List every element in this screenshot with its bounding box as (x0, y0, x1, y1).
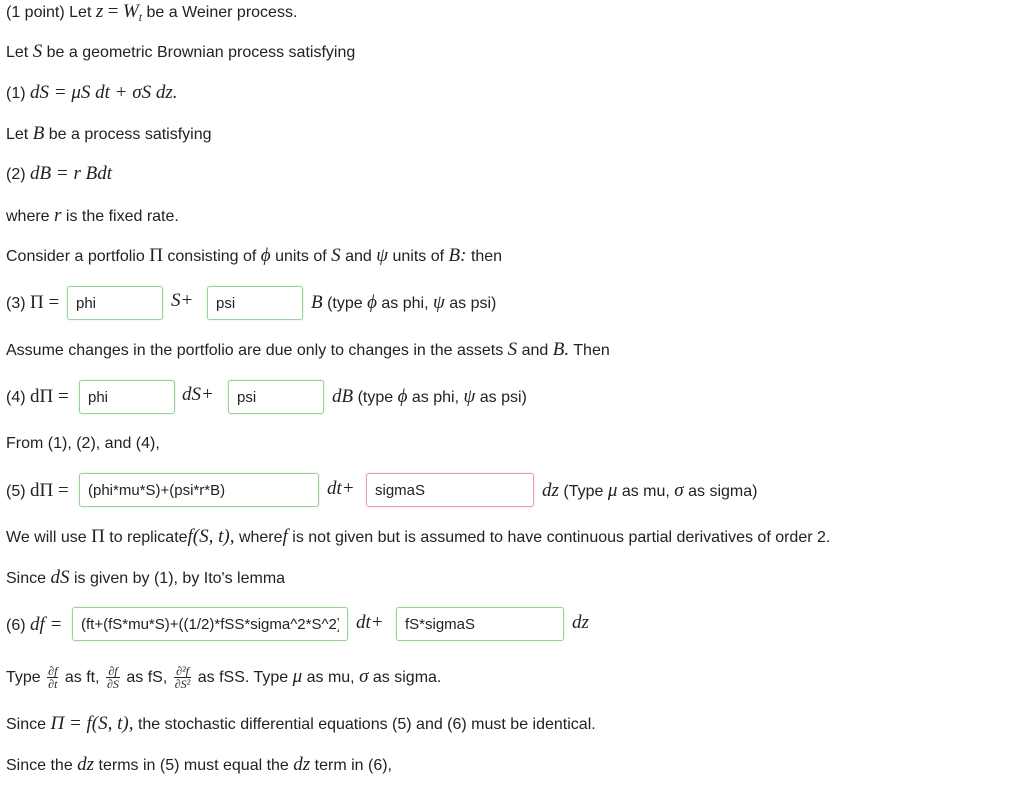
frac-num: ∂²f (174, 665, 192, 678)
var-dB: dB (332, 386, 354, 407)
var-dS: dS (50, 567, 70, 588)
text: is the fixed rate. (65, 208, 179, 225)
symbol-phi: ϕ (367, 292, 377, 313)
eq1-expression: dS = μS dt + σS dz. (30, 82, 178, 103)
text: Let (6, 44, 29, 61)
var-B: B (311, 292, 323, 313)
text: Type (6, 669, 41, 686)
text: as mu, (306, 669, 355, 686)
text: as psi) (449, 295, 497, 312)
text: Assume changes in the portfolio are due only to changes in the assets (6, 342, 504, 359)
var-B: B: (448, 245, 467, 266)
eq4-psi-input[interactable] (228, 380, 324, 414)
var-B: B (32, 123, 45, 144)
eq6-label-group (6, 614, 62, 636)
text: as phi, (381, 295, 429, 312)
var-S: S (32, 41, 43, 62)
frac-den: ∂S² (174, 677, 191, 692)
portfolio-line (6, 246, 502, 267)
text: and (345, 248, 372, 265)
eq-label: (5) (6, 483, 26, 500)
equation-2 (6, 164, 112, 185)
symbol-phi: ϕ (260, 245, 271, 266)
text: as sigma. (372, 669, 442, 686)
text: as phi, (411, 389, 460, 406)
var-dz: dz (77, 754, 95, 775)
symbol-psi: ψ (376, 245, 389, 266)
frac-num: ∂f (48, 664, 58, 679)
eq5-dz-coefficient-input[interactable] (366, 473, 534, 507)
symbol-psi: ψ (463, 386, 476, 407)
text: terms in (5) must equal the (98, 757, 289, 774)
ito-line (6, 568, 285, 589)
dz-terms-line (6, 755, 392, 776)
text: term in (6), (314, 757, 392, 774)
var-W: W (122, 1, 139, 22)
text: Let (6, 126, 29, 143)
text: Then (573, 342, 610, 359)
text: be a geometric Brownian process satisfying (46, 44, 356, 61)
eq5-dt-coefficient-input[interactable] (79, 473, 319, 507)
partial2-f-dS2 (174, 665, 192, 690)
text: Since (6, 570, 47, 587)
eq4-hint (332, 386, 527, 408)
var-dz: dz (293, 754, 311, 775)
text: is given by (1), by Ito's lemma (73, 570, 286, 587)
eq3-phi-input[interactable] (67, 286, 163, 320)
text: the stochastic differential equations (5) and (6) must be identical. (137, 716, 596, 733)
eq4-lhs: dΠ = (30, 386, 69, 407)
var-dz: dz (542, 480, 559, 501)
equation-1 (6, 83, 178, 104)
text: consisting of (167, 248, 257, 265)
text: where (238, 529, 283, 546)
eq-label: (2) (6, 166, 26, 183)
func-f: f (282, 526, 288, 547)
text: We will use (6, 529, 87, 546)
eq6-dz-coefficient-input[interactable] (396, 607, 564, 641)
eq2-expression: dB = r Bdt (30, 163, 112, 184)
assume-line (6, 340, 610, 361)
var-S: S (507, 339, 518, 360)
symbol-phi: ϕ (397, 386, 408, 407)
text: be a process satisfying (48, 126, 212, 143)
text: and (521, 342, 549, 359)
symbol-mu: μ (292, 666, 303, 687)
text: as psi) (479, 389, 527, 406)
eq3-hint (311, 292, 496, 314)
text: (type (327, 295, 363, 312)
from-line: From (1), (2), and (4), (6, 435, 160, 452)
text: units of (275, 248, 327, 265)
intro-line (6, 2, 297, 27)
subscript-t: t (138, 10, 143, 25)
eq-label: (1) (6, 85, 26, 102)
var-dz: dz (572, 612, 589, 633)
partial-f-dS (106, 665, 120, 690)
frac-den: ∂t (48, 677, 58, 692)
var-B: B. (552, 339, 570, 360)
eq6-dt-coefficient-input[interactable] (72, 607, 348, 641)
eq-label: (4) (6, 389, 26, 406)
symbol-psi: ψ (432, 292, 445, 313)
since-pi-line (6, 714, 596, 735)
text: then (470, 248, 503, 265)
b-definition (6, 124, 212, 145)
eq6-lhs: df = (30, 614, 63, 635)
text: to replicate (109, 529, 188, 546)
type-line (6, 657, 441, 697)
text: as fS, (126, 669, 168, 686)
eq4-label-group (6, 386, 69, 408)
symbol-Pi: Π (91, 526, 105, 547)
text: Consider a portfolio (6, 248, 145, 265)
text: (type (357, 389, 394, 406)
eq-label: (3) (6, 295, 26, 312)
symbol-sigma: σ (359, 666, 369, 687)
frac-num: ∂f (106, 665, 120, 678)
eq5-dt-plus: dt+ (327, 478, 355, 499)
func-f-S-t: f(S, t), (187, 526, 235, 547)
s-definition (6, 42, 355, 63)
text: (Type (563, 483, 604, 500)
pi-equals-f: Π = f(S, t), (50, 713, 134, 734)
eq-label: (6) (6, 617, 26, 634)
eq3-lhs: Π = (30, 292, 60, 313)
eq5-label-group (6, 480, 69, 502)
eq4-dS-plus: dS+ (182, 384, 214, 405)
var-S: S (331, 245, 341, 266)
var-z: z (95, 1, 104, 22)
symbol-mu: μ (607, 480, 618, 501)
eq4-phi-input[interactable] (79, 380, 175, 414)
eq3-S-plus: S+ (171, 290, 194, 311)
eq5-lhs: dΠ = (30, 480, 69, 501)
eq5-hint (542, 480, 757, 502)
eq3-label-group (6, 292, 59, 314)
symbol-sigma: σ (674, 480, 684, 501)
text: is not given but is assumed to have continuous partial derivatives of order 2. (292, 529, 831, 546)
text: where (6, 208, 50, 225)
replicate-line (6, 527, 830, 548)
text: units of (392, 248, 445, 265)
text: as mu, (621, 483, 670, 500)
intro-rest: be a Weiner process. (146, 4, 298, 21)
var-r: r (54, 205, 62, 226)
text: as fSS. Type (197, 669, 289, 686)
text: as ft, (64, 669, 100, 686)
partial-f-dt (47, 665, 58, 690)
intro-point: (1 point) Let (6, 4, 92, 21)
symbol-Pi: Π (149, 245, 163, 266)
eq6-dt-plus: dt+ (356, 612, 384, 633)
text: as sigma) (688, 483, 758, 500)
equals-sign: = (107, 1, 119, 22)
text: Since the (6, 757, 73, 774)
eq3-psi-input[interactable] (207, 286, 303, 320)
where-r-line (6, 206, 179, 227)
text: Since (6, 716, 47, 733)
frac-den: ∂S (107, 677, 119, 692)
